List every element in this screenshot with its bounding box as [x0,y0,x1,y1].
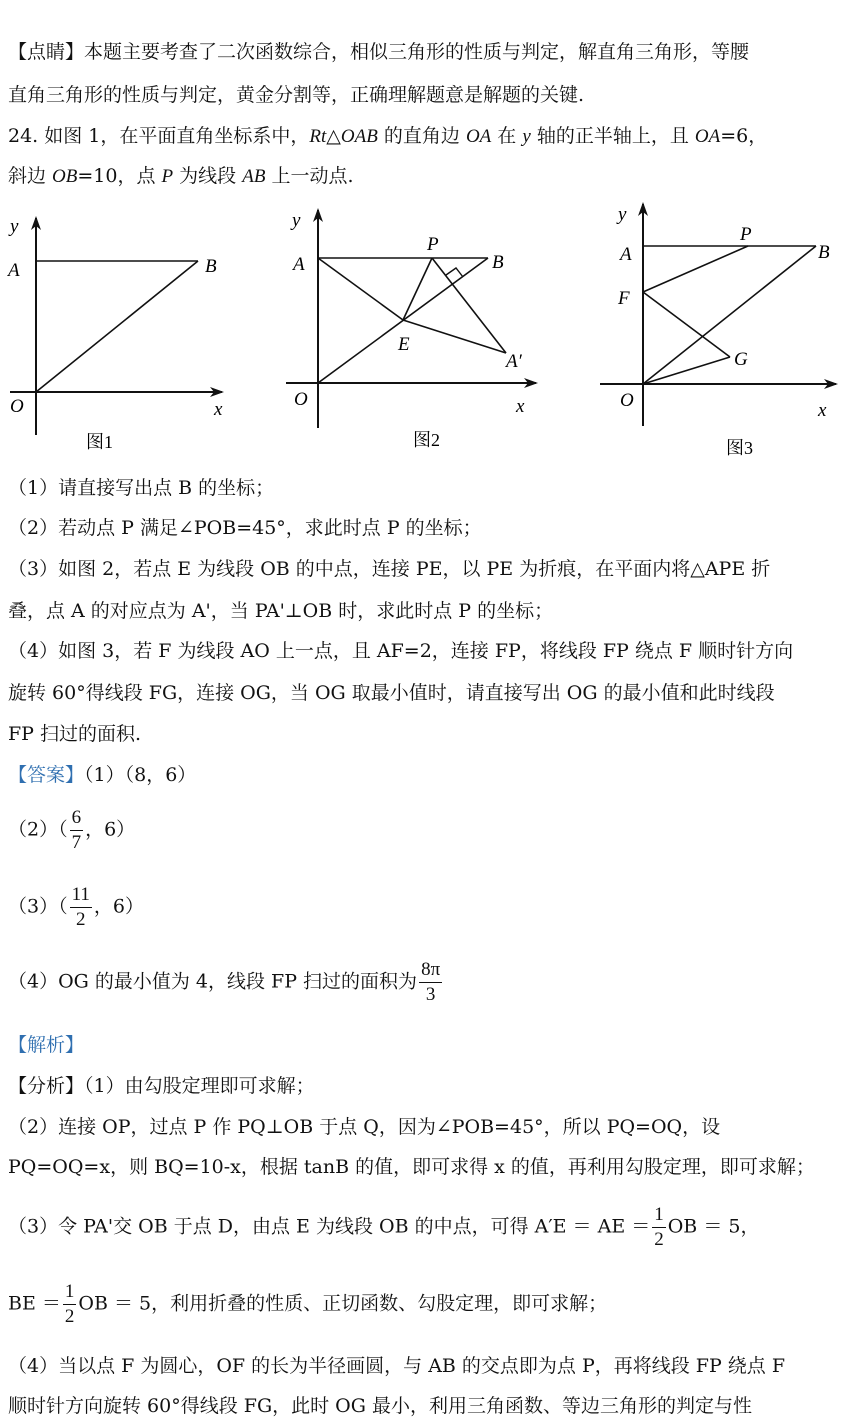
dianjing-label: 【点睛】 [8,41,85,63]
figure-1 [6,216,223,452]
segment-oa: OA [465,126,492,147]
analysis-3-text: OB ＝ 5， [667,1215,760,1238]
answer-4-fraction [419,958,442,1007]
answer-3-suffix: ，6） [93,895,144,918]
analysis-3-line-2 [8,1280,607,1329]
fig3-point-g: G [734,349,748,370]
answer-3-fraction [70,883,92,932]
fraction-denominator: 7 [71,832,82,853]
fig1-caption: 图1 [86,432,113,452]
intro-text-1: 本题主要考查了二次函数综合，相似三角形的性质与判定，解直角三角形，等腰 [84,41,750,63]
y-var: y [522,126,531,147]
fig2-point-p: P [427,234,439,255]
fig2-point-b: B [492,252,504,273]
answer-2-prefix: （2）（ [8,818,68,841]
answer-4 [8,958,444,1007]
point-p: P [161,166,174,187]
segment-ob: OB [52,166,78,187]
analysis-label: 【解析】 [8,1034,85,1056]
rt-symbol: Rt [309,126,327,147]
question-4-line-2: 旋转 60°得线段 FG，连接 OG，当 OG 取最小值时，请直接写出 OG 的最小值和此时线段 [8,682,775,704]
answer-3-prefix: （3）（ [8,895,68,918]
fig2-y-label: y [292,210,301,231]
intro-line-2: 直角三角形的性质与判定，黄金分割等，正确理解题意是解题的关键. [8,84,585,106]
fraction-denominator: 2 [654,1229,664,1250]
triangle-name: OAB [340,126,378,147]
figure-3 [600,204,836,458]
fig1-point-a: A [8,260,20,281]
answer-2 [8,806,135,855]
fig3-point-p: P [740,224,752,245]
segment-oa: OA [694,126,721,147]
problem-line-2 [8,162,354,191]
figures [0,200,845,470]
fraction-numerator: 1 [652,1203,666,1228]
fig1-point-o: O [10,396,24,417]
problem-text: 的直角边 [377,125,466,147]
fig3-segment-og [643,357,730,384]
problem-text: =10，点 [77,165,162,187]
triangle-symbol: △ [326,125,341,147]
fig2-right-angle-mark [446,268,463,277]
fig1-y-label: y [10,216,19,237]
answer-line-1 [8,761,196,789]
analysis-fenxi: 【分析】（1）由勾股定理即可求解； [8,1075,315,1097]
fig2-point-a: A [293,254,305,275]
fraction-denominator: 2 [64,1306,75,1327]
segment-ab: AB [242,166,266,187]
answer-1: （1）（8，6） [84,764,197,786]
question-1: （1）请直接写出点 B 的坐标； [8,477,275,499]
fig2-point-o: O [294,389,308,410]
problem-text: =6， [720,125,768,147]
fig1-point-b: B [205,256,217,277]
fig2-x-label: x [516,396,525,417]
fig3-point-o: O [620,390,634,411]
fraction-numerator: 8π [419,958,442,983]
answer-4-text: （4）OG 的最小值为 4，线段 FP 扫过的面积为 [8,970,418,993]
problem-text: 24. 如图 1，在平面直角坐标系中， [8,125,310,147]
analysis-3-text: OB ＝ 5，利用折叠的性质、正切函数、勾股定理，即可求解； [78,1292,608,1315]
problem-text: 为线段 [173,165,243,187]
half-fraction [63,1280,77,1329]
problem-text: 上一动点. [265,165,354,187]
question-3-line-2: 叠，点 A 的对应点为 A'，当 PA'⊥OB 时，求此时点 P 的坐标； [8,600,554,622]
answer-3 [8,883,144,932]
analysis-3-line-1 [8,1203,759,1252]
answer-label: 【答案】 [8,764,85,786]
fraction-denominator: 2 [75,909,86,930]
question-2: （2）若动点 P 满足∠POB=45°，求此时点 P 的坐标； [8,517,482,539]
fig2-caption: 图2 [413,430,440,450]
fig3-caption: 图3 [726,438,753,458]
fig3-y-label: y [618,204,627,225]
fig2-segment-ae [318,258,403,320]
problem-text: 斜边 [8,165,53,187]
fig3-point-a: A [620,244,632,265]
fraction-numerator: 1 [63,1280,77,1305]
intro-line-1 [8,38,749,66]
question-3-line-1: （3）如图 2，若点 E 为线段 OB 的中点，连接 PE，以 PE 为折痕，在平面内将△APE 折 [8,558,771,580]
half-fraction [652,1203,666,1252]
problem-text: 轴的正半轴上，且 [530,125,695,147]
fig3-segment-ob [643,246,816,384]
figure-2 [286,210,536,450]
question-4-line-1: （4）如图 3，若 F 为线段 AO 上一点，且 AF=2，连接 FP，将线段 FP 绕点 F 顺时针方向 [8,640,794,662]
fig3-point-f: F [618,288,630,309]
fig3-point-b: B [818,242,830,263]
fraction-numerator: 11 [70,883,92,908]
fig2-segment-ea-prime [403,320,506,353]
answer-2-suffix: ，6） [85,818,136,841]
analysis-2-line-1: （2）连接 OP，过点 P 作 PQ⊥OB 于点 Q，因为∠POB=45°，所以 PQ=OQ，设 [8,1116,721,1138]
analysis-4-line-2: 顺时针方向旋转 60°得线段 FG，此时 OG 最小，利用三角函数、等边三角形的判定与性 [8,1395,752,1417]
fig1-segment-ob [36,261,198,392]
fig1-x-label: x [214,399,223,420]
fig2-point-e: E [398,334,410,355]
question-4-line-3: FP 扫过的面积. [8,723,142,745]
answer-2-fraction [70,806,84,855]
fig2-point-a-prime: A′ [506,351,522,372]
problem-text: 在 [491,125,523,147]
fig3-segment-fp [643,246,748,292]
analysis-2-line-2: PQ=OQ=x，则 BQ=10-x，根据 tanB 的值，即可求得 x 的值，再利用勾股定理，即可求解； [8,1156,815,1178]
fig3-x-label: x [818,400,827,421]
fraction-numerator: 6 [70,806,84,831]
fraction-denominator: 3 [425,984,436,1005]
problem-line-1 [8,122,767,151]
analysis-3-text: （3）令 PA'交 OB 于点 D，由点 E 为线段 OB 的中点，可得 A′E ＝ AE ＝ [8,1215,651,1238]
analysis-3-text: BE ＝ [8,1292,61,1315]
analysis-4-line-1: （4）当以点 F 为圆心，OF 的长为半径画圆，与 AB 的交点即为点 P，再将线段 FP 绕点 F [8,1355,786,1377]
